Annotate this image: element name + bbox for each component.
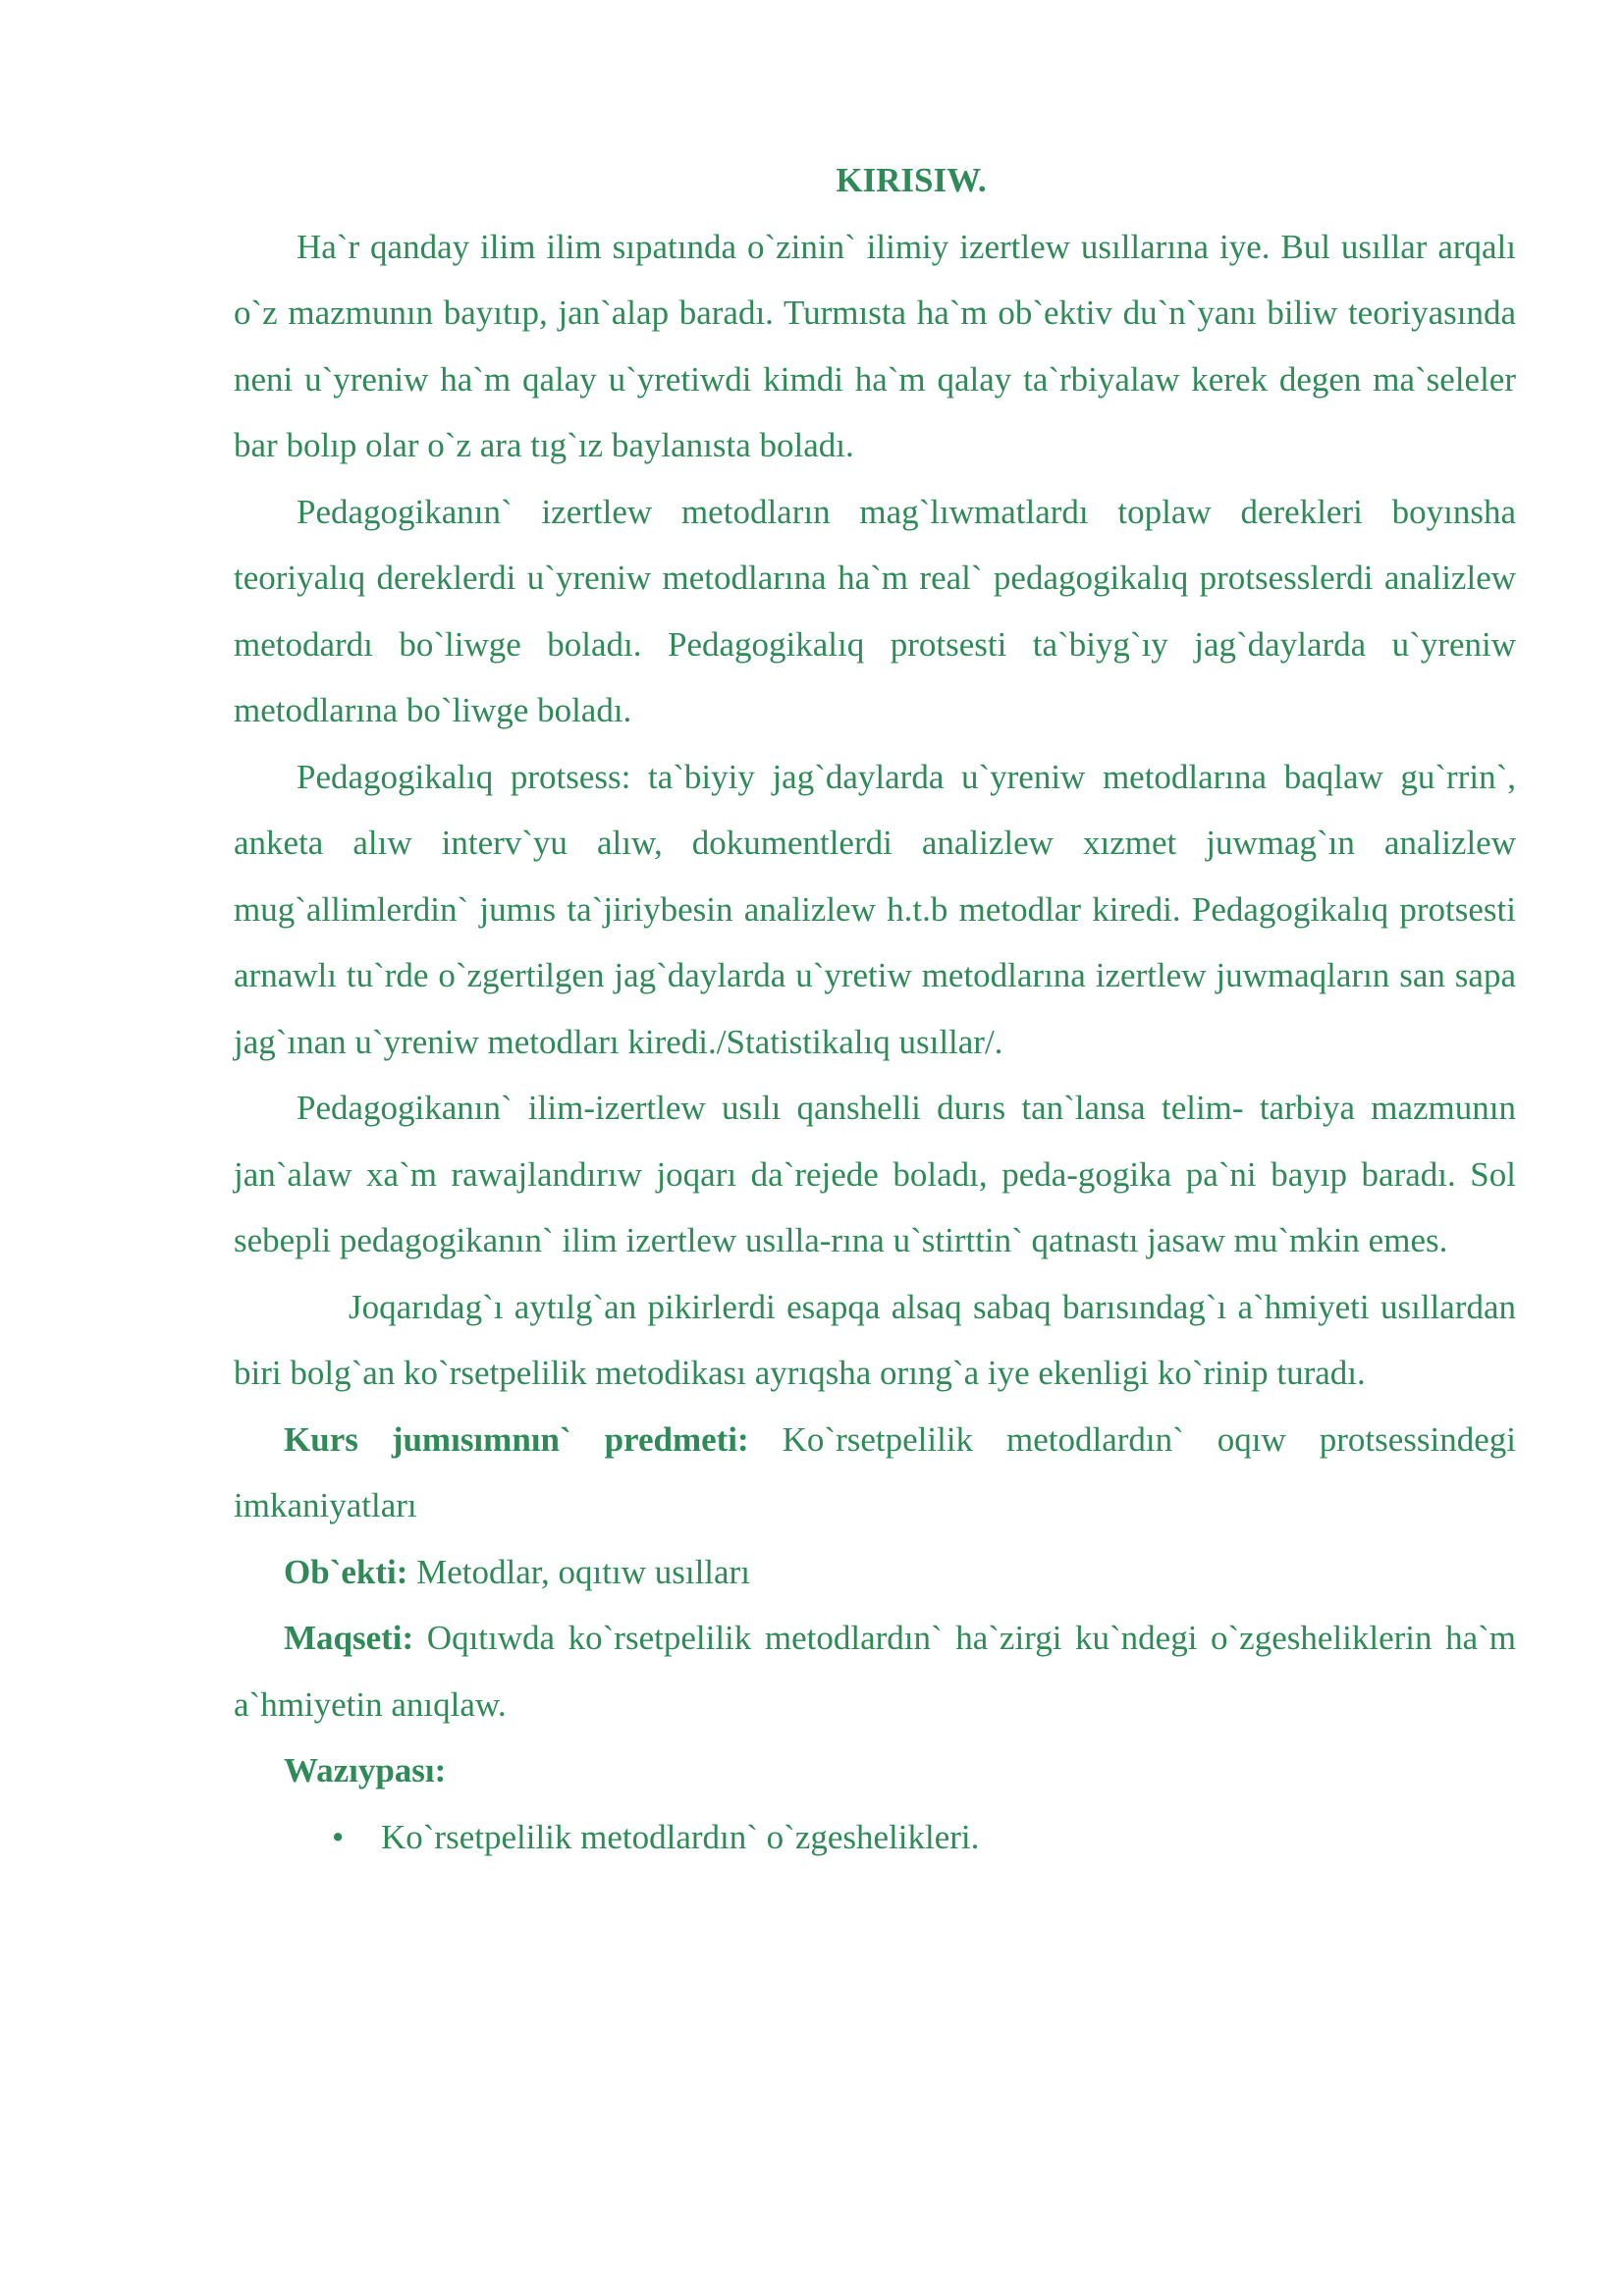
object-line	[234, 1539, 1516, 1606]
list-item-text: Ko`rsetpelilik metodlardın` o`zgeshelikleri.	[381, 1817, 980, 1856]
document-page	[234, 147, 1516, 1870]
goal-text: Oqıtıwda ko`rsetpelilik metodlardın` ha`zirgi ku`ndegi o`zgesheliklerin ha`m a`hmiyetin anıqlaw.	[234, 1619, 1516, 1724]
tasks-heading	[234, 1737, 1516, 1804]
paragraph-4: Pedagogikanın` ilim-izertlew usılı qanshelli durıs tan`lansa telim- tarbiya mazmunın jan`alaw xa`m rawajlandırıw joqarı da`rejede boladı, peda-gogika pa`ni bayıp baradı. Sol sebepli pedagogikanın` ilim izertlew usılla-rına u`stirttin` qatnastı jasaw mu`mkin emes.	[234, 1089, 1516, 1259]
object-text: Metodlar, oqıtıw usılları	[407, 1552, 750, 1591]
paragraph-3: Pedagogikalıq protsess: ta`biyiy jag`daylarda u`yreniw metodlarına baqlaw gu`rrin`, anketa alıw interv`yu alıw, dokumentlerdi analizlew xızmet juwmag`ın analizlew mug`allimlerdin` jumıs ta`jiriybesin analizlew h.t.b metodlar kiredi. Pedagogikalıq protsesti arnawlı tu`rde o`zgertilgen jag`daylarda u`yretiw metodlarına izertlew juwmaqların san sapa jag`ınan u`yreniw metodları kiredi./Statistikalıq usıllar/.	[234, 757, 1516, 1061]
course-subject-text: Ko`rsetpelilik metodlardın` oqıw protsessindegi imkaniyatları	[234, 1419, 1516, 1524]
paragraph-5: Joqarıdag`ı aytılg`an pikirlerdi esapqa alsaq sabaq barısındag`ı a`hmiyeti usıllardan biri bolg`an ko`rsetpelilik metodikası ayrıqsha orıng`a iye ekenligi ko`rinip turadı.	[234, 1287, 1516, 1392]
list-item	[332, 1804, 1516, 1871]
goal-line	[234, 1605, 1516, 1737]
document-title: KIRISIW.	[836, 161, 987, 199]
bullet-icon: •	[332, 1817, 345, 1856]
paragraph-2: Pedagogikanın` izertlew metodların mag`lıwmatlardı toplaw derekleri boyınsha teoriyalıq dereklerdi u`yreniw metodlarına ha`m real` pedagogikalıq protsesslerdi analizlew metodardı bo`liwge boladı. Pedagogikalıq protsesti ta`biyg`ıy jag`daylarda u`yreniw metodlarına bo`liwge boladı.	[234, 492, 1516, 729]
tasks-list	[234, 1804, 1516, 1871]
goal-label: Maqseti:	[284, 1619, 414, 1657]
paragraph-1: Ha`r qanday ilim ilim sıpatında o`zinin` ilimiy izertlew usıllarına iye. Bul usıllar arqalı o`z mazmunın bayıtıp, jan`alap baradı. Turmısta ha`m ob`ektiv du`n`yanı biliw teoriyasında neni u`yreniw ha`m qalay u`yretiwdi kimdi ha`m qalay ta`rbiyalaw kerek degen ma`seleler bar bolıp olar o`z ara tıg`ız baylanısta boladı.	[234, 227, 1516, 464]
object-label: Ob`ekti:	[284, 1552, 408, 1591]
tasks-label: Wazıypası:	[284, 1751, 447, 1789]
course-subject	[234, 1407, 1516, 1539]
course-subject-label: Kurs jumısımnın` predmeti:	[284, 1419, 749, 1459]
